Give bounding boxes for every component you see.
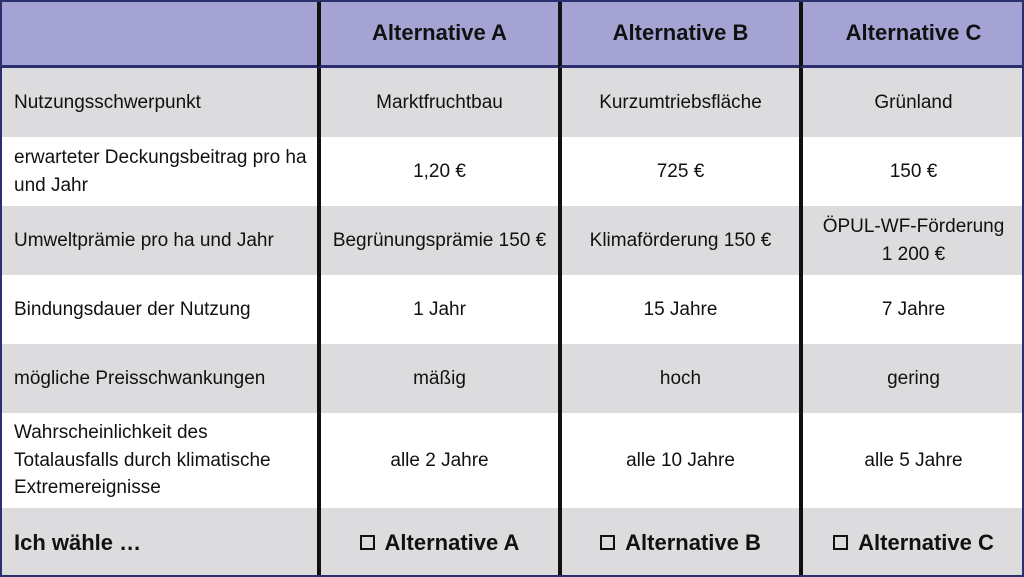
cell-c: alle 5 Jahre xyxy=(799,413,1024,508)
row-label-nutzungsschwerpunkt: Nutzungsschwerpunkt xyxy=(0,68,317,137)
cell-c: ÖPUL-WF-Förderung 1 200 € xyxy=(799,206,1024,275)
cell-c: 7 Jahre xyxy=(799,275,1024,344)
cell-b: Kurzumtriebsfläche xyxy=(558,68,799,137)
cell-b: Klimaförderung 150 € xyxy=(558,206,799,275)
cell-a: Marktfruchtbau xyxy=(317,68,558,137)
header-alternative-a: Alternative A xyxy=(317,0,558,68)
header-corner xyxy=(0,0,317,68)
cell-b: 725 € xyxy=(558,137,799,206)
choice-alternative-b[interactable] xyxy=(558,508,799,577)
row-label-umweltpraemie: Umweltprämie pro ha und Jahr xyxy=(0,206,317,275)
choice-a-label: Alternative A xyxy=(384,529,520,555)
cell-b: hoch xyxy=(558,344,799,413)
header-alternative-c: Alternative C xyxy=(799,0,1024,68)
row-label-deckungsbeitrag: erwarteter Deckungsbeitrag pro ha und Jahr xyxy=(0,137,317,206)
cell-b: alle 10 Jahre xyxy=(558,413,799,508)
cell-a: 1,20 € xyxy=(317,137,558,206)
cell-b: 15 Jahre xyxy=(558,275,799,344)
cell-a: mäßig xyxy=(317,344,558,413)
row-label-bindungsdauer: Bindungsdauer der Nutzung xyxy=(0,275,317,344)
row-label-totalausfall: Wahrscheinlichkeit des Totalausfalls durch klimatische Extremereignisse xyxy=(0,413,317,508)
choice-alternative-c[interactable] xyxy=(799,508,1024,577)
cell-a: 1 Jahr xyxy=(317,275,558,344)
cell-a: Begrünungsprämie 150 € xyxy=(317,206,558,275)
choice-c-label: Alternative C xyxy=(858,529,994,555)
choice-label: Ich wähle … xyxy=(0,508,317,577)
checkbox-c[interactable] xyxy=(833,535,848,550)
choice-alternative-a[interactable] xyxy=(317,508,558,577)
checkbox-b[interactable] xyxy=(600,535,615,550)
row-label-preisschwankungen: mögliche Preisschwankungen xyxy=(0,344,317,413)
header-alternative-b: Alternative B xyxy=(558,0,799,68)
cell-c: Grünland xyxy=(799,68,1024,137)
cell-a: alle 2 Jahre xyxy=(317,413,558,508)
cell-c: gering xyxy=(799,344,1024,413)
cell-c: 150 € xyxy=(799,137,1024,206)
choice-b-label: Alternative B xyxy=(625,529,761,555)
checkbox-a[interactable] xyxy=(360,535,375,550)
